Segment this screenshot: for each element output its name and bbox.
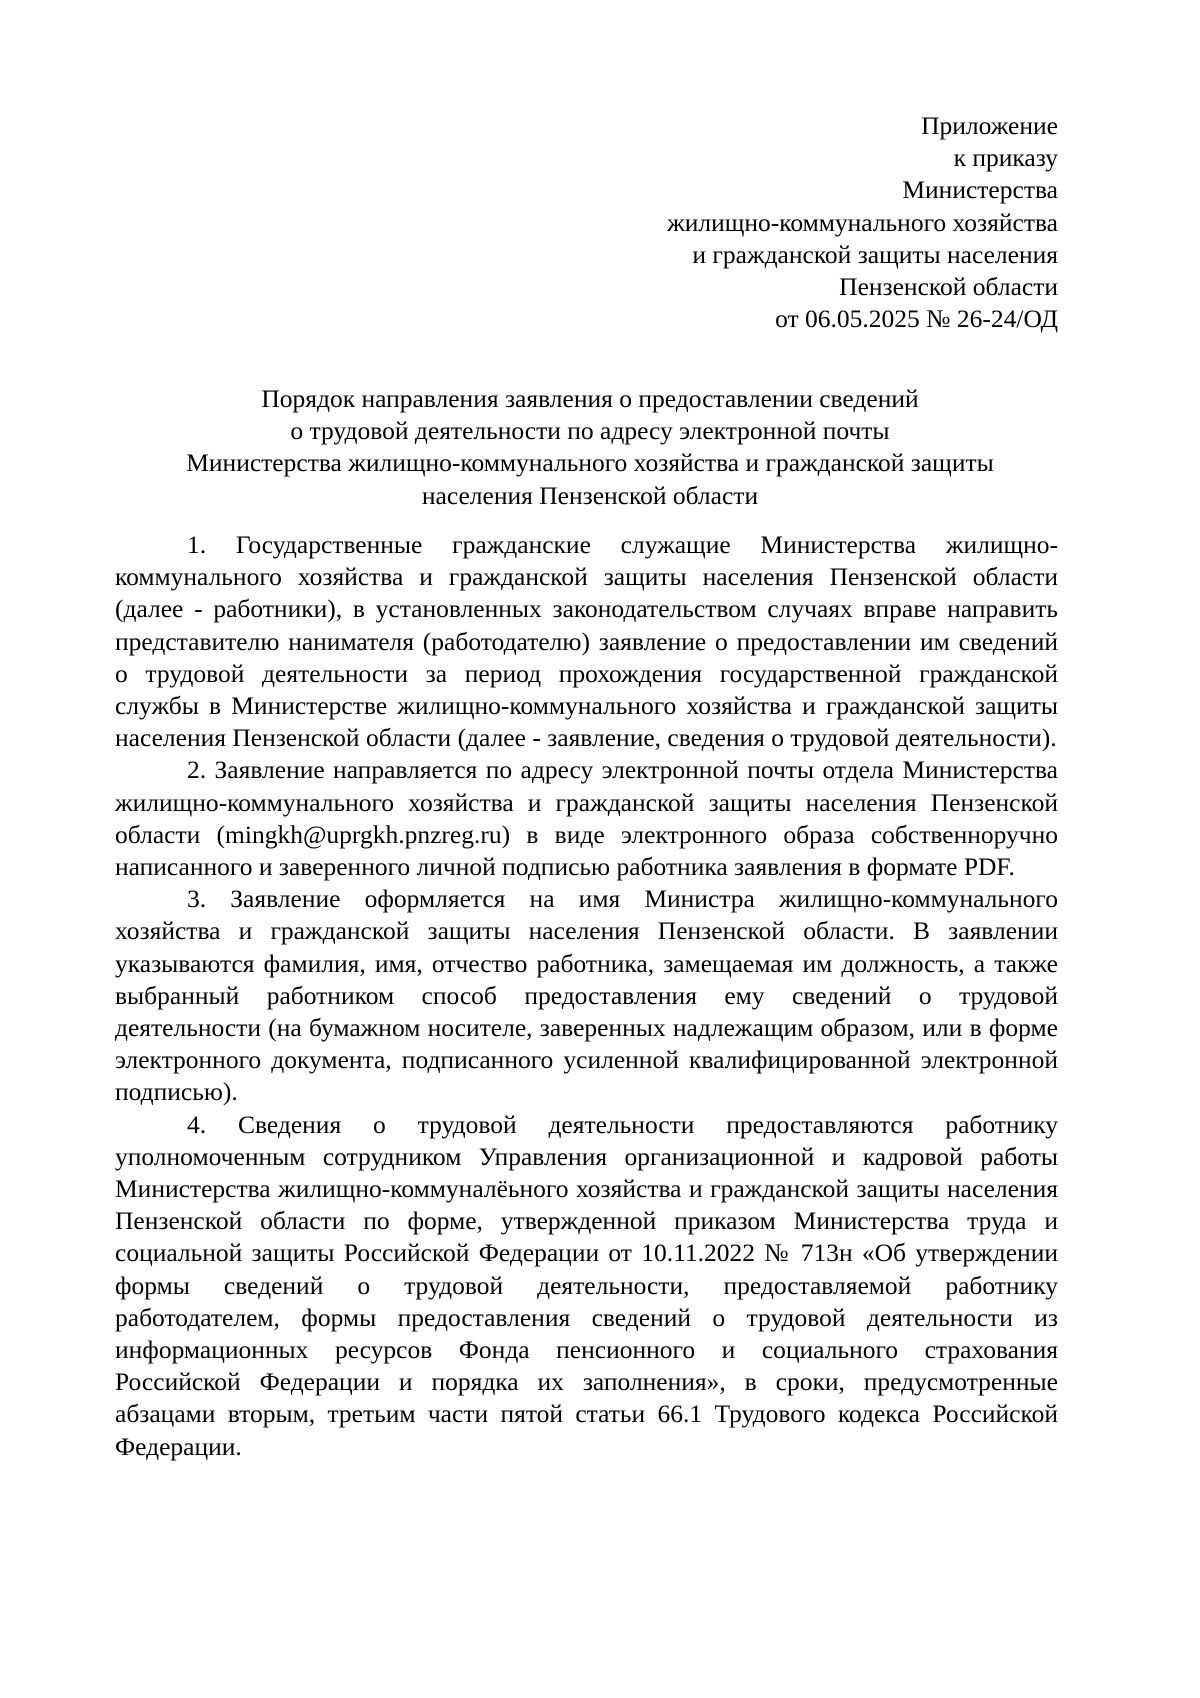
- appendix-line: и гражданской защиты населения: [692, 239, 1058, 269]
- paragraph-1: 1. Государственные гражданские служащие Министерства жилищно-коммунального хозяйства и гражданской защиты населения Пензенской области (далее - работники), в установленных законодательством случаях вправе направить представителю нанимателя (работодателю) заявление о предоставлении им сведений о трудовой деятельности за период прохождения государственной гражданской службы в Министерстве жилищно-коммунального хозяйства и гражданской защиты населения Пензенской области (далее - заявление, сведения о трудовой деятельности).: [115, 530, 1058, 753]
- title-line: Министерства жилищно-коммунального хозяйства и гражданской защиты: [186, 448, 994, 478]
- appendix-header: [667, 110, 1058, 335]
- appendix-line: Пензенской области: [839, 272, 1058, 302]
- title-line: населения Пензенской области: [421, 480, 759, 510]
- paragraph-3: 3. Заявление оформляется на имя Министра жилищно-коммунального хозяйства и гражданской защиты населения Пензенской области. В заявлении указываются фамилия, имя, отчество работника, замещаемая им должность, а также выбранный работником способ предоставления ему сведений о трудовой деятельности (на бумажном носителе, заверенных надлежащим образом, или в форме электронного документа, подписанного усиленной квалифицированной электронной подписью).: [115, 884, 1058, 1107]
- appendix-line: к приказу: [953, 143, 1058, 173]
- appendix-line: Приложение: [921, 111, 1058, 140]
- paragraph-2: 2. Заявление направляется по адресу электронной почты отдела Министерства жилищно-коммунального хозяйства и гражданской защиты населения Пензенской области (mingkh@uprgkh.pnzreg.ru) в виде электронного образа собственноручно написанного и заверенного личной подписью работника заявления в формате PDF.: [115, 755, 1058, 882]
- document-body: [115, 529, 1058, 1463]
- appendix-line: жилищно-коммунального хозяйства: [667, 207, 1058, 237]
- title-line: Порядок направления заявления о предоставлении сведений: [261, 384, 919, 413]
- appendix-line: Министерства: [902, 175, 1058, 205]
- document-title: [160, 383, 1020, 512]
- paragraph-4: 4. Сведения о трудовой деятельности предоставляются работнику уполномоченным сотрудником Управления организационной и кадровой работы Министерства жилищно-коммуналёьного хозяйства и гражданской защиты населения Пензенской области по форме, утвержденной приказом Министерства труда и социальной защиты Российской Федерации от 10.11.2022 № 713н «Об утверждении формы сведений о трудовой деятельности, предоставляемой работнику работодателем, формы предоставления сведений о трудовой деятельности из информационных ресурсов Фонда пенсионного и социального страхования Российской Федерации и порядка их заполнения», в сроки, предусмотренные абзацами вторым, третьим части пятой статьи 66.1 Трудового кодекса Российской Федерации.: [115, 1109, 1058, 1461]
- appendix-order-reference: от 06.05.2025 № 26-24/ОД: [775, 304, 1058, 334]
- title-line: о трудовой деятельности по адресу электронной почты: [290, 416, 890, 446]
